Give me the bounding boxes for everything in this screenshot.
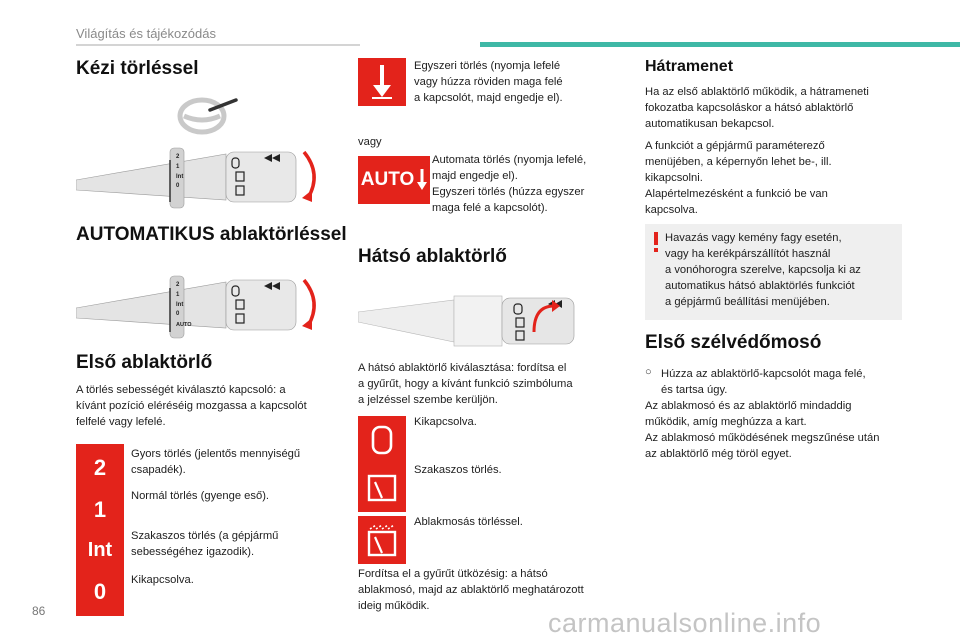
rear-wash-wipe-text: Ablakmosás törléssel. <box>414 516 523 528</box>
bullet-icon: ○ <box>645 366 652 378</box>
single-wipe-text: Egyszeri törlés (nyomja lefelé vagy húzza röviden maga felé a kapcsolót, majd engedje el). <box>414 60 563 104</box>
single-wipe-down-arrow-icon <box>358 58 406 106</box>
reverse-paragraph-2: A funkciót a gépjármű paraméterező menüjében, a képernyőn lehet be-, ill. kikapcsolni. Alapértelmezésként a funkció be van kapcsolva. <box>645 140 832 216</box>
rear-wiper-stalk-illustration <box>358 292 610 348</box>
wiper-stalk-illustration-auto <box>76 268 326 340</box>
stalk-label-int: Int <box>176 174 184 180</box>
title-manual-wiping: Kézi törléssel <box>76 58 199 79</box>
stalk-label-1: 1 <box>176 292 180 298</box>
washer-bullet-text: Húzza az ablaktörlő-kapcsolót maga felé, és tartsa úgy. <box>661 368 866 396</box>
wiper-stalk-illustration-manual <box>76 140 326 210</box>
auto-down-arrow-icon <box>417 169 427 191</box>
badge-position-1: 1 <box>76 486 124 534</box>
badge-position-0: 0 <box>76 568 124 616</box>
badge-position-2: 2 <box>76 444 124 492</box>
stalk-label-2: 2 <box>176 154 180 160</box>
warning-box <box>645 224 902 320</box>
rear-off-icon <box>358 416 406 464</box>
title-windscreen-washer: Első szélvédőmosó <box>645 332 822 353</box>
title-reverse-gear: Hátramenet <box>645 58 734 75</box>
reverse-paragraph-1: Ha az első ablaktörlő működik, a hátrameneti fokozatba kapcsoláskor a hátsó ablaktörlő automatikusan bekapcsol. <box>645 86 869 130</box>
warning-exclamation-icon <box>653 232 659 252</box>
title-rear-wiper: Hátsó ablaktörlő <box>358 246 507 267</box>
header-accent-bar <box>480 42 960 47</box>
title-front-wiper: Első ablaktörlő <box>76 352 213 373</box>
stalk-label-1: 1 <box>176 164 180 170</box>
warning-text: Havazás vagy kemény fagy esetén, vagy ha kerékpárszállítót használ a vonóhorogra szerelve, kapcsolja ki az automatikus hátsó ablaktörlés funkciót a gépjármű beállítási menüjében. <box>665 232 861 308</box>
title-auto-wiping: AUTOMATIKUS ablaktörléssel <box>76 224 347 245</box>
stalk-label-0: 0 <box>176 183 180 189</box>
stalk-label-int: Int <box>176 302 184 308</box>
washer-text: Az ablakmosó és az ablaktörlő mindaddig működik, amíg meghúzza a kart. Az ablakmosó működésének megszűnése után az ablaktörlő még töröl egyet. <box>645 400 880 460</box>
rear-off-text: Kikapcsolva. <box>414 416 477 428</box>
stalk-label-auto: AUTO <box>176 322 192 328</box>
position-0-text: Kikapcsolva. <box>131 574 194 586</box>
rear-wash-wipe-icon <box>358 516 406 564</box>
header-divider <box>76 44 360 46</box>
stalk-label-0: 0 <box>176 311 180 317</box>
auto-wipe-text: Automata törlés (nyomja lefelé, majd engedje el). Egyszeri törlés (húzza egyszer maga felé a kapcsolót). <box>432 154 587 214</box>
badge-position-int: Int <box>76 526 124 574</box>
rear-wiper-outro: Fordítsa el a gyűrűt ütközésig: a hátsó ablakmosó, majd az ablaktörlő meghatározott ideig működik. <box>358 568 584 612</box>
auto-badge-label: AUTO <box>360 169 415 190</box>
rear-wiper-intro: A hátsó ablaktörlő kiválasztása: fordítsa el a gyűrűt, hogy a kívánt funkció szimbóluma a jelzéssel szembe kerüljön. <box>358 362 573 406</box>
rear-intermittent-wipe-icon <box>358 464 406 512</box>
or-text: vagy <box>358 136 382 148</box>
position-int-text: Szakaszos törlés (a gépjármű sebességéhez igazodik). <box>131 530 279 558</box>
watermark: carmanualsonline.info <box>548 608 822 638</box>
position-1-text: Normál törlés (gyenge eső). <box>131 490 270 502</box>
auto-badge <box>358 156 430 204</box>
position-2-text: Gyors törlés (jelentős mennyiségű csapadék). <box>131 448 301 476</box>
stalk-label-2: 2 <box>176 282 180 288</box>
steering-wheel-icon <box>176 96 240 136</box>
page-number: 86 <box>32 604 46 618</box>
front-wiper-intro: A törlés sebességét kiválasztó kapcsoló: a kívánt pozíció eléréséig mozgassa a kapcsolót felfelé vagy lefelé. <box>76 384 307 428</box>
rear-intermittent-text: Szakaszos törlés. <box>414 464 502 476</box>
section-header: Világítás és tájékozódás <box>76 26 216 41</box>
